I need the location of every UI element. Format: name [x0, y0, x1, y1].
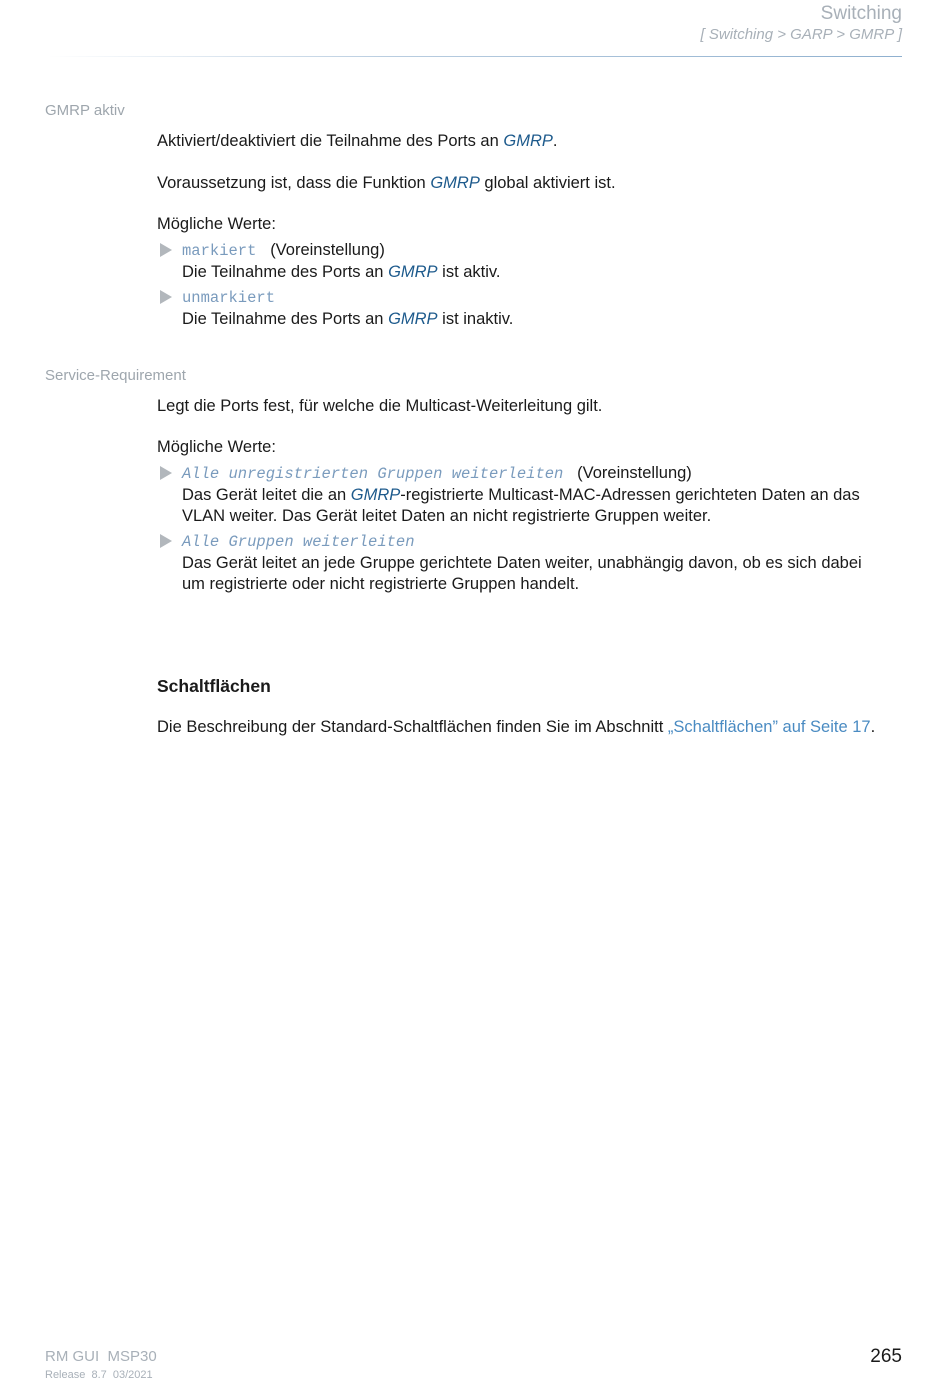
gmrp-term: GMRP	[503, 132, 553, 150]
list-item: Alle unregistrierten Gruppen weiterleiten (Voreinstellung) Das Gerät leitet die an GMRP-registrierte Multicast-MAC-Adressen gerichteten Daten an das VLAN weiter. Das Gerät leitet Daten an nicht registrierte Gruppen weiter.	[157, 463, 907, 527]
list-item: markiert (Voreinstellung) Die Teilnahme des Ports an GMRP ist aktiv.	[157, 240, 907, 283]
chapter-title: Switching	[820, 3, 902, 24]
service-requirement-description: Legt die Ports fest, für welche die Multicast-Weiterleitung gilt.	[157, 397, 603, 415]
list-item: unmarkiert Die Teilnahme des Ports an GMRP ist inaktiv.	[157, 287, 907, 330]
gmrp-aktiv-description: Aktiviert/deaktiviert die Teilnahme des Ports an GMRP.	[157, 132, 558, 150]
footer-document-title: RM GUI MSP30	[45, 1348, 157, 1365]
page-number: 265	[870, 1346, 902, 1367]
triangle-bullet-icon	[160, 466, 172, 480]
buttons-description: Die Beschreibung der Standard-Schaltflächen finden Sie im Abschnitt „Schaltflächen” auf Seite 17.	[157, 718, 876, 736]
triangle-bullet-icon	[160, 290, 172, 304]
gmrp-aktiv-prerequisite: Voraussetzung ist, dass die Funktion GMRP global aktiviert ist.	[157, 174, 616, 192]
value-code: Alle unregistrierten Gruppen weiterleiten	[182, 465, 564, 483]
header-divider	[48, 56, 902, 57]
section-label-service-requirement: Service-Requirement	[45, 367, 186, 384]
breadcrumb: [ Switching > GARP > GMRP ]	[700, 26, 902, 43]
section-label-gmrp-aktiv: GMRP aktiv	[45, 102, 125, 119]
value-code: unmarkiert	[182, 289, 276, 307]
triangle-bullet-icon	[160, 243, 172, 257]
gmrp-term: GMRP	[430, 174, 480, 192]
value-code: Alle Gruppen weiterleiten	[182, 533, 415, 551]
triangle-bullet-icon	[160, 534, 172, 548]
value-code: markiert	[182, 242, 257, 260]
cross-reference-link[interactable]: „Schaltflächen” auf Seite 17	[667, 718, 871, 736]
values-label: Mögliche Werte:	[157, 215, 276, 233]
values-label: Mögliche Werte:	[157, 438, 276, 456]
section-heading: Schaltflächen	[157, 676, 271, 696]
list-item: Alle Gruppen weiterleiten Das Gerät leitet an jede Gruppe gerichtete Daten weiter, unabhängig davon, ob es sich dabei um registrierte oder nicht registrierte Gruppen handelt.	[157, 531, 907, 595]
footer-release: Release 8.7 03/2021	[45, 1369, 153, 1381]
